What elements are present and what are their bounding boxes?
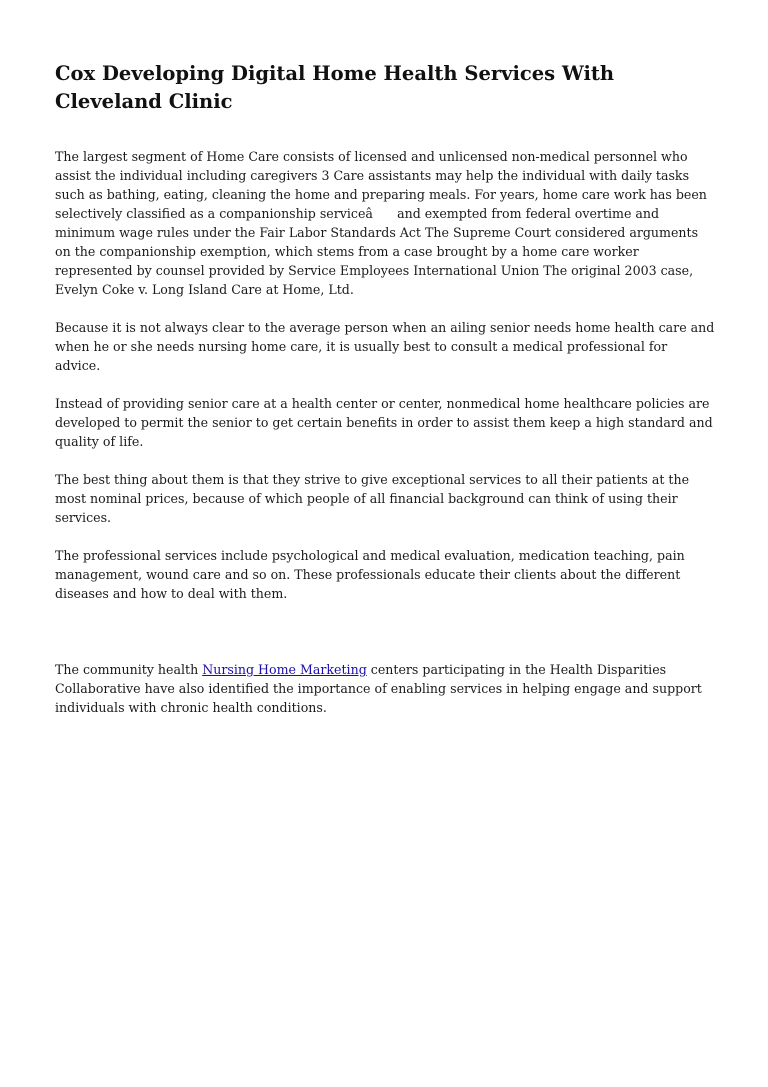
community-health-text-after: centers participating in the Health Disparities Collaborative have also identified the importance of enabling services in helping engage and support individuals with chronic health conditions. bbox=[55, 662, 702, 715]
document-title: Cox Developing Digital Home Health Services With Cleveland Clinic bbox=[55, 62, 615, 113]
paragraph-home-care-segment: The largest segment of Home Care consists of licensed and unlicensed non-medical personnel who assist the individual including caregivers 3 Care assistants may help the individual with daily tasks such as bathing, eating, cleaning the home and preparing meals. For years, home care work has been selectively classified as a companionship serviceâ and exempted from federal overtime and minimum wage rules under the Fair Labor Standards Act The Supreme Court considered arguments on the companionship exemption, which stems from a case brought by a home care worker represented by counsel provided by Service Employees International Union The original 2003 case, Evelyn Coke v. Long Island Care at Home, Ltd. bbox=[55, 149, 707, 297]
document-page bbox=[55, 60, 715, 717]
paragraph-nursing-home-care: Because it is not always clear to the average person when an ailing senior needs home health care and when he or she needs nursing home care, it is usually best to consult a medical professional for advice. bbox=[55, 320, 715, 373]
blank-space bbox=[55, 603, 715, 660]
paragraph-professional-services: The professional services include psychological and medical evaluation, medication teaching, pain management, wound care and so on. These professionals educate their clients about the different diseases and how to deal with them. bbox=[55, 548, 685, 601]
paragraph-exceptional-services: The best thing about them is that they strive to give exceptional services to all their patients at the most nominal prices, because of which people of all financial background can think of using their services. bbox=[55, 472, 690, 525]
paragraph-nonmedical-policies: Instead of providing senior care at a health center or center, nonmedical home healthcare policies are developed to permit the senior to get certain benefits in order to assist them keep a high standard and quality of life. bbox=[55, 396, 713, 449]
paragraph-community-health bbox=[55, 660, 715, 717]
nursing-home-marketing-link[interactable]: Nursing Home Marketing bbox=[202, 662, 367, 677]
community-health-text-before: The community health bbox=[55, 662, 203, 677]
